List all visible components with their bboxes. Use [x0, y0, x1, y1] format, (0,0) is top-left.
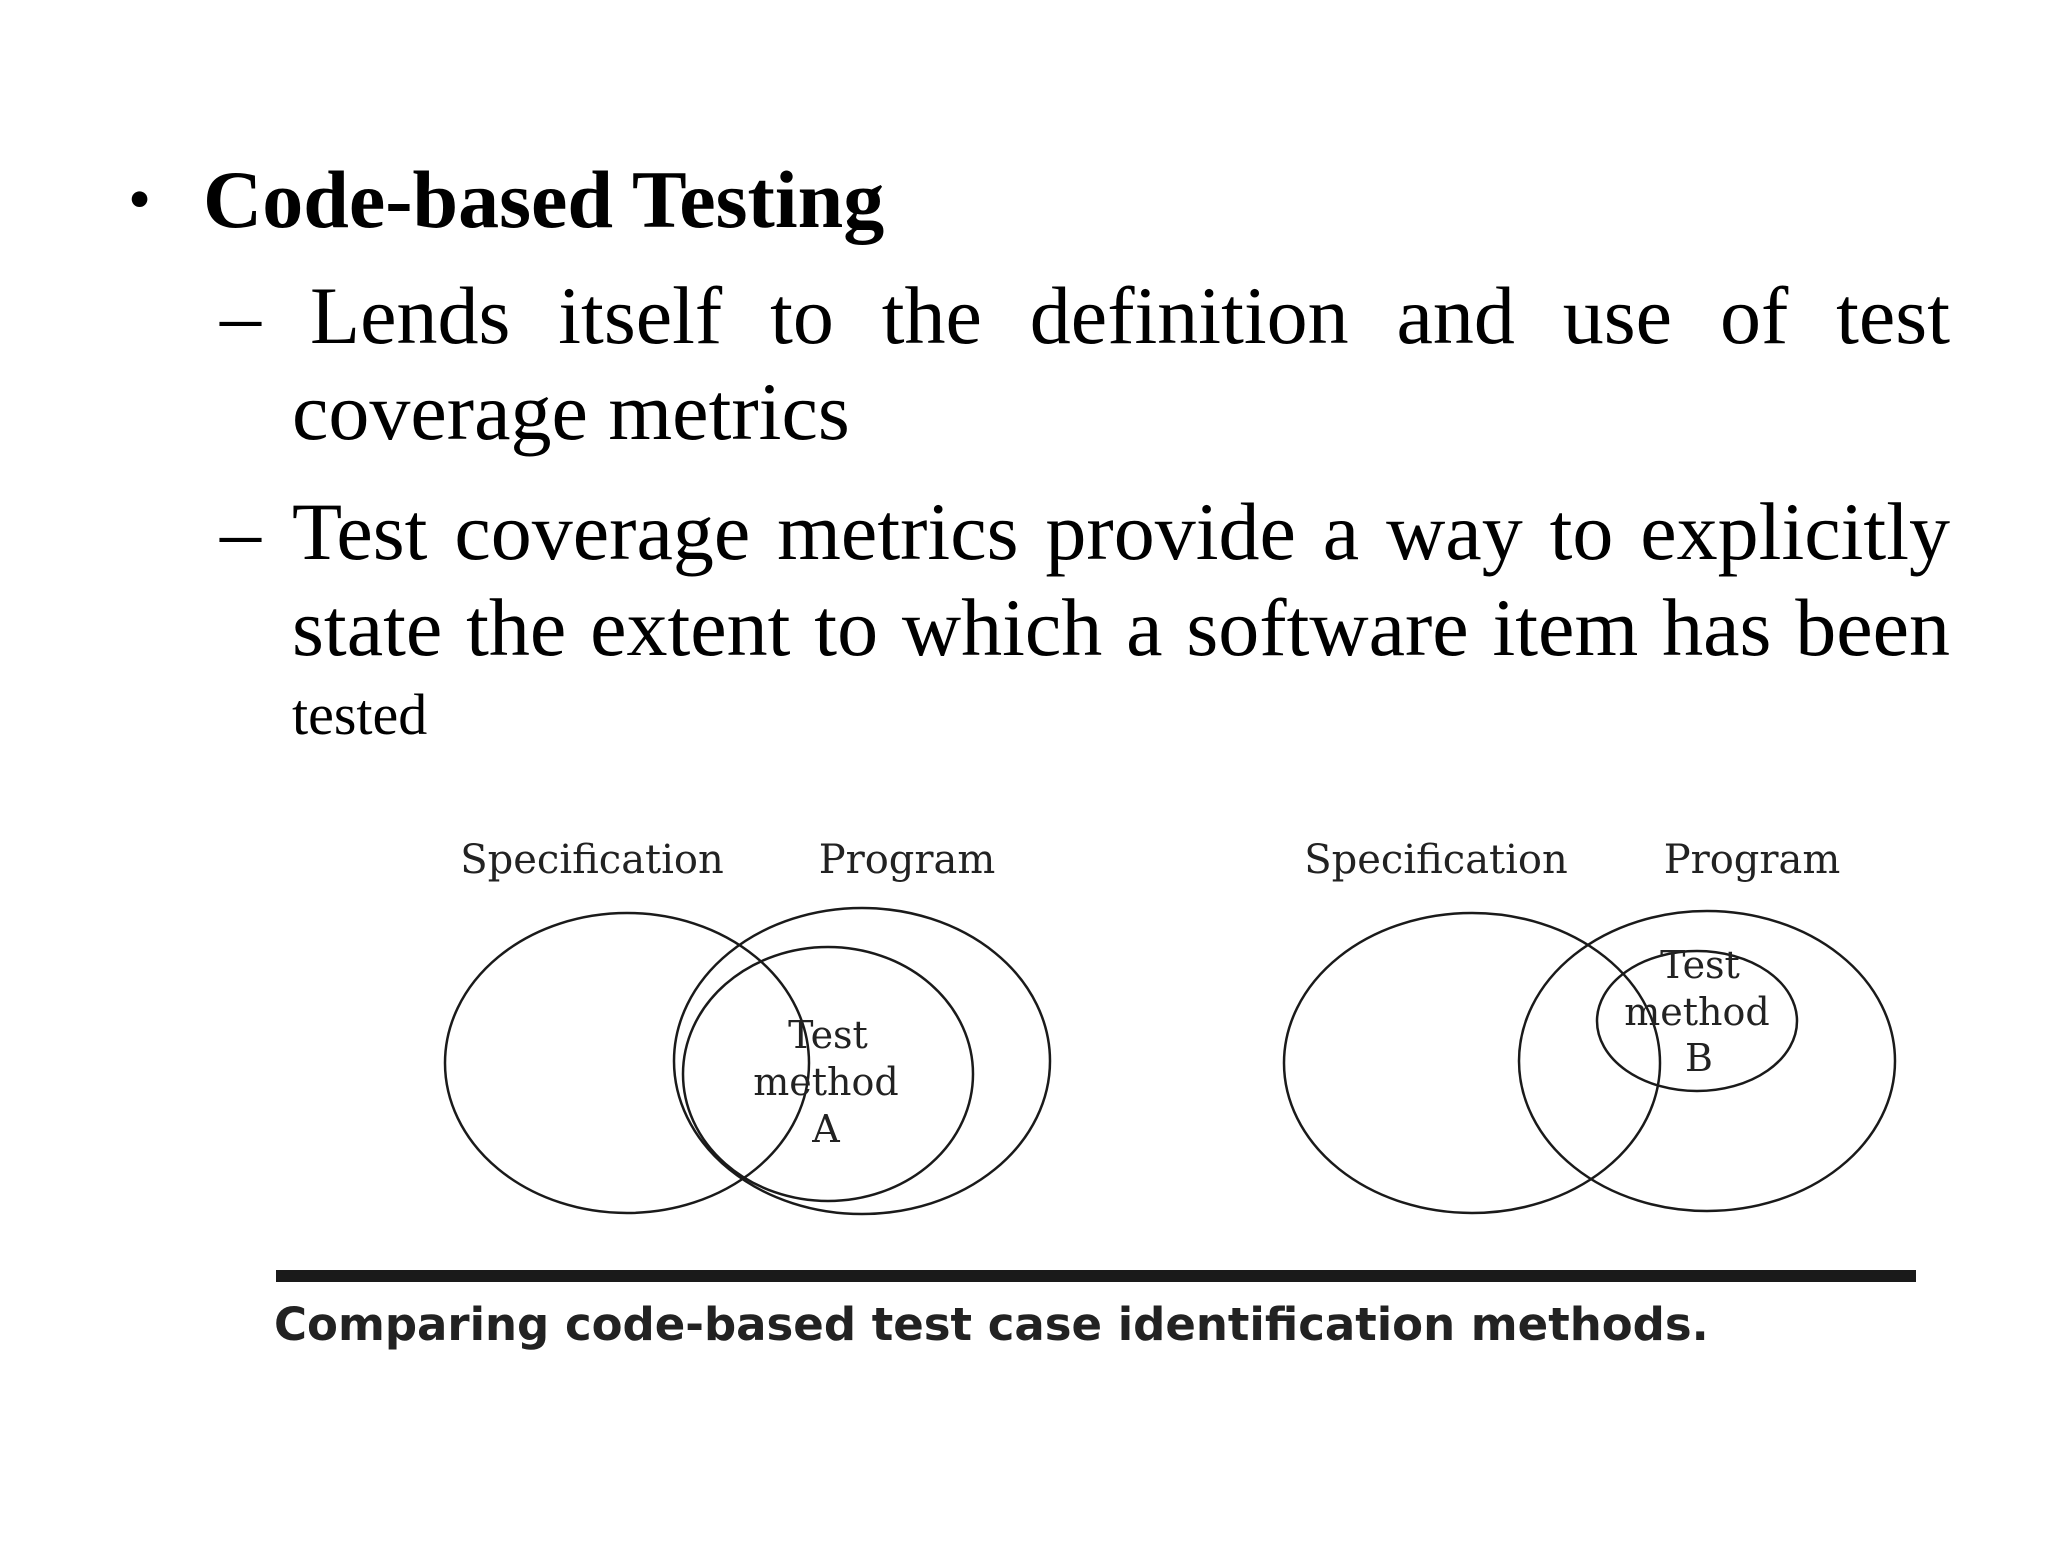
sub-point-2-line1: Test coverage metrics provide a way to explicitly	[292, 486, 1950, 577]
left-test-method-line1: Test	[788, 1013, 868, 1057]
right-specification-label: Specification	[1304, 837, 1568, 883]
left-specification-label: Specification	[460, 837, 724, 883]
bullet-dot: •	[128, 163, 152, 236]
sub-point-1-line2: coverage metrics	[292, 366, 850, 457]
left-test-method-line3: A	[812, 1107, 840, 1151]
right-test-method-line3: B	[1685, 1036, 1713, 1080]
right-venn-diagram	[1284, 911, 1895, 1213]
right-specification-circle	[1284, 913, 1660, 1213]
right-test-method-line2: method	[1624, 990, 1770, 1034]
sub-point-2-line2: state the extent to which a software item has been	[292, 582, 1950, 673]
left-test-method-line2: method	[753, 1060, 899, 1104]
figure-divider-rule	[276, 1270, 1916, 1282]
sub-point-1-line1: Lends itself to the definition and use of test	[310, 270, 1950, 361]
sub-point-2-dash: –	[220, 486, 261, 577]
right-test-method-line1: Test	[1660, 943, 1740, 987]
figure-caption: Comparing code-based test case identification methods.	[274, 1298, 1709, 1351]
right-program-label: Program	[1663, 837, 1841, 883]
sub-point-1-dash: –	[220, 270, 261, 361]
left-venn-diagram	[445, 908, 1050, 1214]
slide-title: Code-based Testing	[203, 154, 885, 245]
sub-point-2-line3: tested	[292, 682, 428, 747]
left-program-label: Program	[818, 837, 996, 883]
